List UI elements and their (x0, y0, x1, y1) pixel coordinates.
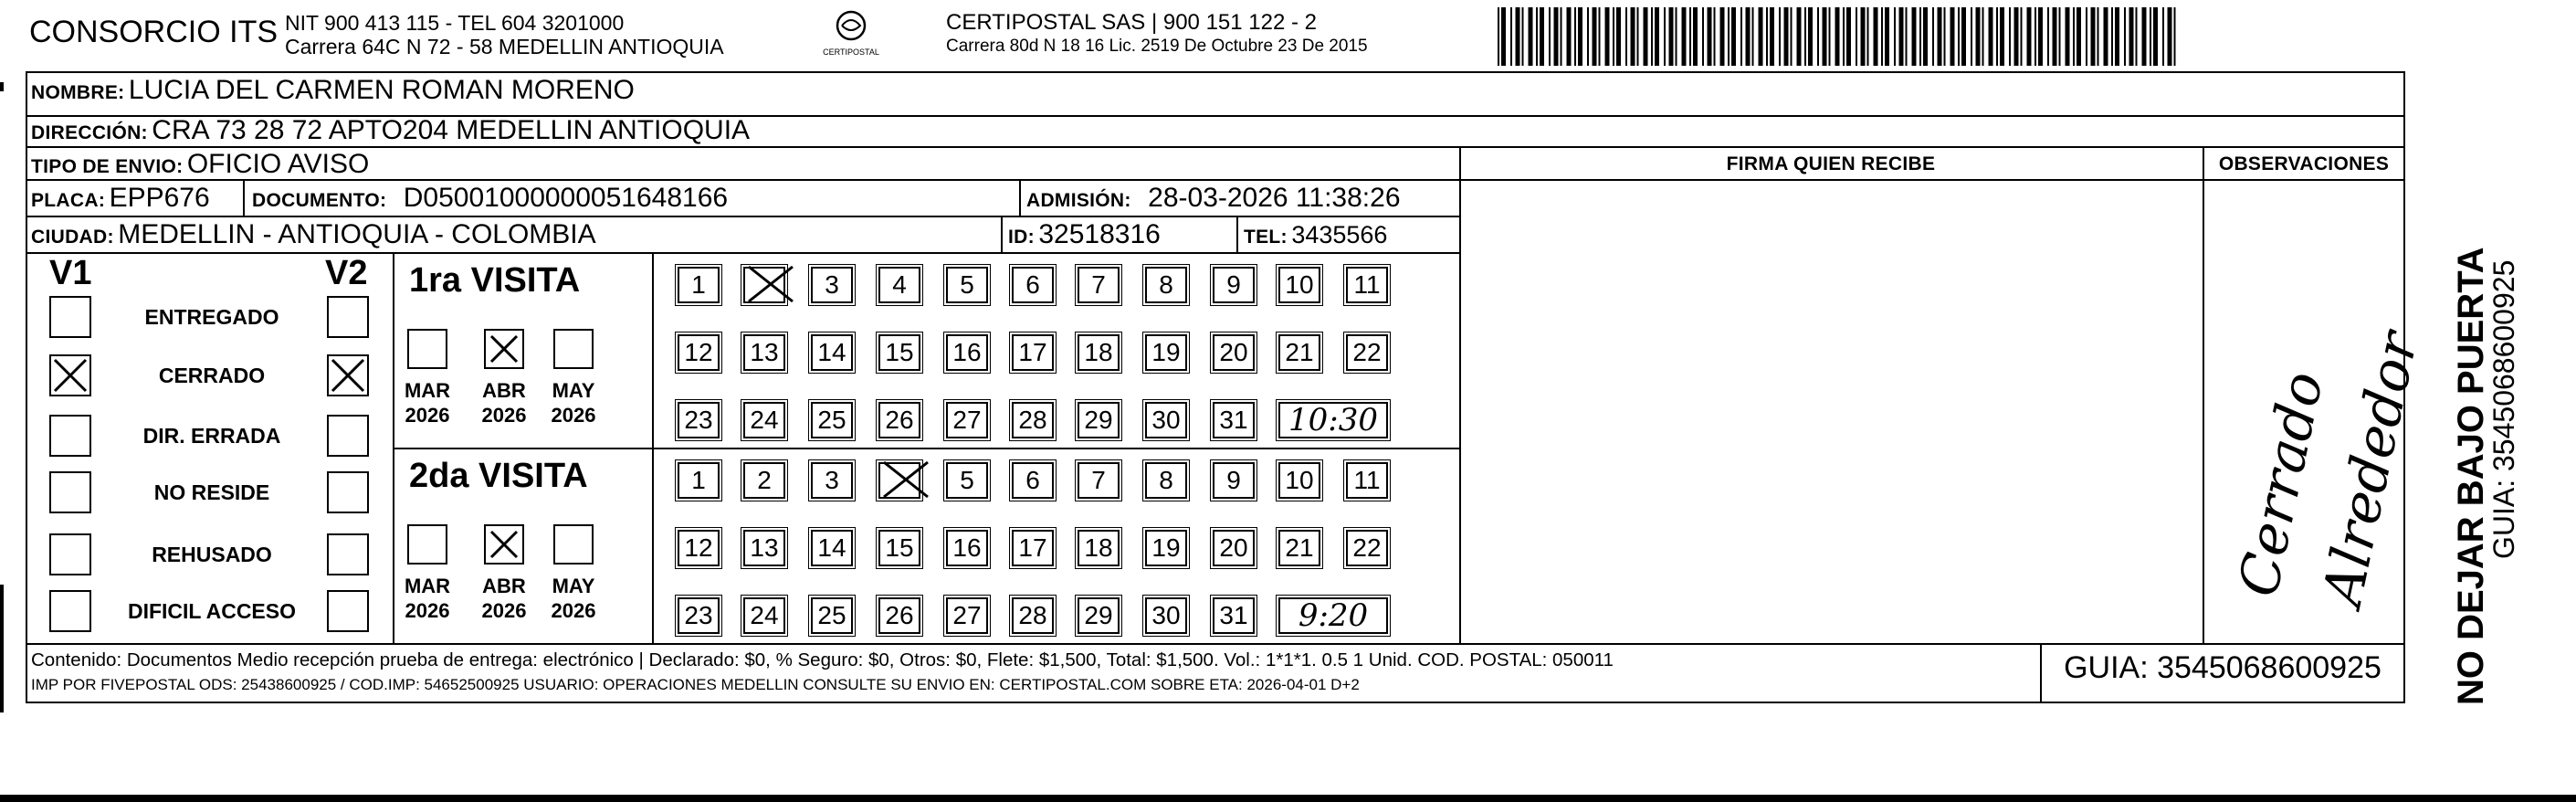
day-box[interactable]: 26 (878, 402, 920, 438)
barcode-bar (1856, 7, 1857, 66)
month-label (395, 378, 459, 427)
day-box[interactable]: 18 (1078, 334, 1120, 371)
day-box[interactable]: 31 (1213, 597, 1255, 634)
day-box[interactable]: 23 (678, 402, 720, 438)
v2-checkbox[interactable] (327, 471, 369, 513)
tipo-row (31, 149, 369, 180)
day-box[interactable]: 25 (811, 597, 853, 634)
barcode-bar (1567, 7, 1572, 66)
barcode-bar (1791, 7, 1793, 66)
divider (26, 146, 2405, 148)
admision-value: 28-03-2026 11:38:26 (1148, 183, 1401, 213)
day-box[interactable]: 20 (1213, 530, 1255, 566)
barcode-bar (1740, 7, 1742, 66)
day-box[interactable]: 28 (1012, 402, 1054, 438)
barcode-bar (2059, 7, 2061, 66)
footer-contenido: Contenido: Documentos Medio recepción prueba de entrega: electrónico | Declarado: $0, % Seguro: $0, Otros: $0, Flete: $1,500, Total: $1,500. Vol.: 1*1*1. 0.5 1 Unid. COD. POSTAL: 050011 (31, 649, 1614, 670)
barcode-bar (1843, 7, 1845, 66)
barcode-bar (1835, 7, 1840, 66)
barcode-bar (2104, 7, 2108, 66)
barcode-bar (1808, 7, 1813, 66)
day-box[interactable]: 15 (878, 334, 920, 371)
status-label: CERRADO (158, 364, 266, 387)
barcode-bar (1689, 7, 1691, 66)
day-box[interactable]: 12 (678, 334, 720, 371)
barcode-bar (1770, 7, 1774, 66)
barcode-bar (1829, 7, 1831, 66)
barcode-bar (1932, 7, 1934, 66)
barcode-bar (1651, 7, 1653, 66)
month-name: ABR (482, 575, 526, 597)
admision-label: ADMISIÓN: (1026, 190, 1131, 211)
month-year: 2026 (551, 404, 596, 427)
barcode-bar (1976, 7, 1981, 66)
month-year: 2026 (551, 599, 596, 622)
nombre-label: NOMBRE: (31, 82, 125, 103)
day-box[interactable]: 19 (1145, 334, 1187, 371)
day-box[interactable]: 27 (946, 597, 988, 634)
v1-checkbox[interactable] (49, 471, 91, 513)
barcode-bar (2038, 7, 2043, 66)
documento-value: D05001000000051648166 (403, 183, 729, 213)
barcode-bar (1655, 7, 1659, 66)
barcode-bar (2136, 7, 2138, 66)
day-box[interactable]: 6 (1012, 462, 1054, 499)
day-box[interactable]: 31 (1213, 402, 1255, 438)
margin-mark (0, 82, 4, 91)
visit-title: 1ra VISITA (409, 261, 581, 300)
day-box[interactable]: 25 (811, 402, 853, 438)
side-guia-text: GUIA: 3545068600925 (2487, 259, 2520, 559)
v2-checkbox[interactable] (327, 415, 369, 457)
check-mark-icon (488, 332, 520, 365)
direccion-label: DIRECCIÓN: (31, 122, 148, 143)
barcode-bar (1682, 7, 1687, 66)
v2-checkbox[interactable] (327, 533, 369, 575)
placa-row (31, 183, 210, 214)
barcode-bar (2124, 7, 2126, 66)
barcode-bar (1631, 7, 1635, 66)
divider (1236, 216, 1238, 252)
documento-label: DOCUMENTO: (252, 190, 387, 211)
day-box[interactable]: 21 (1278, 334, 1320, 371)
ciudad-value: MEDELLIN - ANTIOQUIA - COLOMBIA (118, 219, 596, 249)
day-box[interactable]: 13 (743, 530, 785, 566)
divider (1019, 179, 1021, 216)
observaciones-handwriting (2203, 179, 2431, 643)
day-box[interactable]: 24 (743, 597, 785, 634)
barcode-bar (1693, 7, 1698, 66)
day-box[interactable]: 27 (946, 402, 988, 438)
barcode-bar (1625, 7, 1627, 66)
month-label (472, 378, 536, 427)
barcode-bar (2000, 7, 2004, 66)
day-box[interactable]: 22 (1346, 530, 1388, 566)
visit-time-box[interactable]: 10:30 (1278, 402, 1388, 438)
day-box[interactable]: 6 (1012, 267, 1054, 303)
day-box[interactable]: 28 (1012, 597, 1054, 634)
month-label (472, 574, 536, 623)
month-checkbox[interactable] (553, 524, 594, 565)
barcode-bar (1804, 7, 1806, 66)
barcode-bar (2174, 7, 2176, 66)
observaciones-header: OBSERVACIONES (2218, 153, 2390, 174)
check-mark-icon (329, 356, 367, 395)
month-label (395, 574, 459, 623)
day-box[interactable]: 3 (811, 267, 853, 303)
day-box[interactable]: 8 (1145, 462, 1187, 499)
barcode-bar (2150, 7, 2151, 66)
tel-row (1244, 221, 1387, 249)
certipostal-logo (815, 7, 888, 62)
id-value: 32518316 (1038, 219, 1161, 249)
barcode-bar (2091, 7, 2096, 66)
visit-time-box[interactable]: 9:20 (1278, 597, 1388, 634)
divider (26, 216, 1459, 217)
barcode-bar (1516, 7, 1520, 66)
barcode-bar (1605, 7, 1610, 66)
status-label: REHUSADO (152, 543, 272, 566)
day-box[interactable]: 14 (811, 530, 853, 566)
day-box[interactable]: 23 (678, 597, 720, 634)
barcode-bar (1587, 7, 1589, 66)
barcode-bar (2098, 7, 2099, 66)
month-year: 2026 (405, 599, 450, 622)
v1-checkbox[interactable] (49, 296, 91, 338)
divider (26, 179, 2405, 181)
handwriting-line-1: Cerrado (2226, 365, 2337, 603)
bottom-edge (0, 795, 2576, 802)
id-label: ID: (1008, 227, 1035, 248)
month-year: 2026 (481, 404, 527, 427)
barcode-bar (1766, 7, 1768, 66)
day-box[interactable]: 10 (1278, 462, 1320, 499)
month-checkbox[interactable] (407, 329, 447, 369)
barcode-bar (2073, 7, 2075, 66)
v2-checkbox[interactable] (327, 296, 369, 338)
barcode-bar (1996, 7, 1998, 66)
direccion-row (31, 115, 750, 146)
day-box[interactable]: 11 (1346, 462, 1388, 499)
barcode-bar (1522, 7, 1524, 66)
barcode-bar (2053, 7, 2057, 66)
side-text (2407, 75, 2491, 705)
footer-guia: GUIA: 3545068600925 (2064, 650, 2381, 685)
status-label: DIR. ERRADA (142, 424, 281, 448)
barcode-bar (1554, 7, 1559, 66)
barcode-bar (1899, 7, 1904, 66)
v2-checkbox[interactable] (327, 590, 369, 632)
barcode-bar (1958, 7, 1960, 66)
month-label (541, 574, 605, 623)
month-checkbox[interactable] (407, 524, 447, 565)
v1-checkbox[interactable] (49, 590, 91, 632)
barcode-bar (1613, 7, 1614, 66)
barcode-bar (1540, 7, 1544, 66)
placa-value: EPP676 (109, 183, 210, 213)
direccion-value: CRA 73 28 72 APTO204 MEDELLIN ANTIOQUIA (152, 115, 751, 145)
day-box[interactable]: 5 (946, 462, 988, 499)
status-label: ENTREGADO (144, 305, 279, 329)
v1-checkbox[interactable] (49, 415, 91, 457)
barcode-bar (1708, 7, 1712, 66)
barcode-bar (2027, 7, 2032, 66)
barcode-bar (2153, 7, 2158, 66)
nombre-row (31, 75, 635, 106)
tel-value: 3435566 (1291, 221, 1388, 248)
placa-label: PLACA: (31, 190, 106, 211)
barcode-bar (1982, 7, 1984, 66)
barcode-bar (2014, 7, 2019, 66)
month-checkbox[interactable] (553, 329, 594, 369)
barcode-bar (1885, 7, 1889, 66)
id-row (1008, 219, 1161, 250)
day-box[interactable]: 2 (743, 462, 785, 499)
barcode-bar (2021, 7, 2023, 66)
side-guia (2456, 75, 2520, 586)
barcode-bar (1510, 7, 1512, 66)
barcode-bar (1593, 7, 1597, 66)
barcode-bar (2168, 7, 2172, 66)
barcode-bar (2086, 7, 2087, 66)
v1-header: V1 (49, 254, 92, 292)
barcode-bar (2142, 7, 2147, 66)
day-box[interactable]: 13 (743, 334, 785, 371)
company-nit: NIT 900 413 115 - TEL 604 3201000 (285, 11, 625, 35)
barcode-bar (1797, 7, 1802, 66)
barcode-bar (2047, 7, 2049, 66)
barcode-bar (1752, 7, 1754, 66)
barcode-bar (2129, 7, 2134, 66)
barcode-bar (1861, 7, 1866, 66)
divider (393, 448, 1459, 449)
day-box[interactable]: 26 (878, 597, 920, 634)
barcode-bar (1823, 7, 1827, 66)
day-box[interactable]: 11 (1346, 267, 1388, 303)
day-box[interactable]: 20 (1213, 334, 1255, 371)
divider (1459, 146, 1461, 643)
day-box[interactable]: 29 (1078, 597, 1120, 634)
firma-header: FIRMA QUIEN RECIBE (1726, 153, 1936, 174)
barcode-bar (1669, 7, 1674, 66)
day-box[interactable]: 17 (1012, 334, 1054, 371)
documento-row (252, 183, 728, 214)
barcode-bar (1720, 7, 1725, 66)
day-box[interactable]: 5 (946, 267, 988, 303)
day-box[interactable]: 21 (1278, 530, 1320, 566)
day-box[interactable]: 12 (678, 530, 720, 566)
carrier-name: CERTIPOSTAL SAS | 900 151 122 - 2 (946, 10, 1317, 35)
status-label: DIFICIL ACCESO (127, 599, 296, 623)
barcode-bar (1664, 7, 1666, 66)
month-name: MAY (552, 575, 595, 597)
barcode-bar (1728, 7, 1730, 66)
day-box[interactable]: 30 (1145, 597, 1187, 634)
day-box[interactable]: 8 (1145, 267, 1187, 303)
barcode-bar (1599, 7, 1601, 66)
check-mark-icon (745, 263, 796, 305)
barcode-bar (1731, 7, 1736, 66)
day-box[interactable]: 7 (1078, 462, 1120, 499)
barcode-bar (1676, 7, 1677, 66)
barcode-bar (1702, 7, 1704, 66)
check-mark-icon (880, 459, 931, 501)
barcode (1498, 7, 2182, 66)
visit-title: 2da VISITA (409, 457, 588, 495)
day-box[interactable]: 4 (878, 267, 920, 303)
day-box[interactable]: 15 (878, 530, 920, 566)
footer-imp: IMP POR FIVEPOSTAL ODS: 25438600925 / COD.IMP: 54652500925 USUARIO: OPERACIONES MEDELLIN CONSULTE SU ENVIO EN: CERTIPOSTAL.COM SOBRE ETA: 2026-04-01 D+2 (31, 676, 1360, 693)
barcode-bar (1536, 7, 1538, 66)
barcode-bar (1919, 7, 1921, 66)
tipo-label: TIPO DE ENVIO: (31, 156, 184, 177)
barcode-bar (1961, 7, 1966, 66)
check-mark-icon (488, 528, 520, 561)
barcode-bar (2162, 7, 2164, 66)
day-box[interactable]: 9 (1213, 267, 1255, 303)
month-name: ABR (482, 379, 526, 402)
barcode-bar (1561, 7, 1562, 66)
day-box[interactable]: 24 (743, 402, 785, 438)
barcode-bar (1867, 7, 1869, 66)
margin-mark (0, 585, 4, 712)
month-name: MAR (404, 575, 451, 597)
barcode-bar (2009, 7, 2011, 66)
day-box[interactable]: 14 (811, 334, 853, 371)
day-box[interactable]: 16 (946, 334, 988, 371)
divider (26, 252, 1459, 254)
barcode-bar (2035, 7, 2036, 66)
barcode-bar (1817, 7, 1819, 66)
barcode-bar (1779, 7, 1781, 66)
tipo-value: OFICIO AVISO (186, 149, 370, 179)
day-box[interactable]: 7 (1078, 267, 1120, 303)
ciudad-row (31, 219, 596, 250)
day-box[interactable]: 16 (946, 530, 988, 566)
barcode-bar (1874, 7, 1878, 66)
barcode-bar (1498, 7, 1499, 66)
day-box[interactable]: 3 (811, 462, 853, 499)
v1-checkbox[interactable] (49, 533, 91, 575)
barcode-bar (1971, 7, 1972, 66)
barcode-bar (1574, 7, 1576, 66)
logo-text: CERTIPOSTAL (823, 47, 879, 57)
day-box[interactable]: 22 (1346, 334, 1388, 371)
day-box[interactable]: 19 (1145, 530, 1187, 566)
barcode-bar (1846, 7, 1851, 66)
day-box[interactable]: 18 (1078, 530, 1120, 566)
barcode-bar (1529, 7, 1533, 66)
nombre-value: LUCIA DEL CARMEN ROMAN MORENO (128, 75, 635, 105)
barcode-bar (2066, 7, 2070, 66)
divider (26, 643, 2405, 645)
barcode-bar (1759, 7, 1763, 66)
month-year: 2026 (405, 404, 450, 427)
day-box[interactable]: 1 (678, 462, 720, 499)
barcode-bar (1714, 7, 1716, 66)
barcode-bar (1746, 7, 1751, 66)
divider (243, 179, 245, 216)
day-box[interactable]: 30 (1145, 402, 1187, 438)
handwriting-line-2: Alrededor (2310, 326, 2431, 612)
barcode-bar (1549, 7, 1551, 66)
carrier-address: Carrera 80d N 18 16 Lic. 2519 De Octubre 23 De 2015 (946, 37, 1368, 56)
admision-row (1026, 183, 1401, 214)
company-name: CONSORCIO ITS (29, 15, 279, 49)
day-box[interactable]: 29 (1078, 402, 1120, 438)
barcode-bar (1912, 7, 1917, 66)
month-label (541, 378, 605, 427)
barcode-bar (1950, 7, 1955, 66)
tel-label: TEL: (1244, 227, 1288, 248)
ciudad-label: CIUDAD: (31, 227, 114, 248)
status-label: NO RESIDE (153, 480, 270, 504)
barcode-bar (2077, 7, 2081, 66)
day-box[interactable]: 17 (1012, 530, 1054, 566)
month-name: MAR (404, 379, 451, 402)
barcode-bar (2115, 7, 2119, 66)
barcode-bar (1906, 7, 1908, 66)
barcode-bar (1923, 7, 1928, 66)
day-box[interactable]: 1 (678, 267, 720, 303)
check-mark-icon (51, 356, 89, 395)
barcode-bar (2111, 7, 2113, 66)
barcode-bar (1644, 7, 1648, 66)
barcode-bar (1784, 7, 1789, 66)
barcode-bar (1501, 7, 1506, 66)
barcode-bar (1989, 7, 1993, 66)
barcode-bar (1938, 7, 1942, 66)
divider (1001, 216, 1003, 252)
barcode-bar (1944, 7, 1946, 66)
company-address: Carrera 64C N 72 - 58 MEDELLIN ANTIOQUIA (285, 35, 724, 58)
no-dejar-warning: NO DEJAR BAJO PUERTA (2451, 247, 2491, 705)
v2-header: V2 (325, 254, 368, 292)
barcode-bar (1881, 7, 1883, 66)
month-year: 2026 (481, 599, 527, 622)
day-box[interactable]: 9 (1213, 462, 1255, 499)
barcode-bar (1637, 7, 1639, 66)
barcode-bar (1616, 7, 1621, 66)
day-box[interactable]: 10 (1278, 267, 1320, 303)
month-name: MAY (552, 379, 595, 402)
barcode-bar (1894, 7, 1896, 66)
barcode-bar (1578, 7, 1582, 66)
